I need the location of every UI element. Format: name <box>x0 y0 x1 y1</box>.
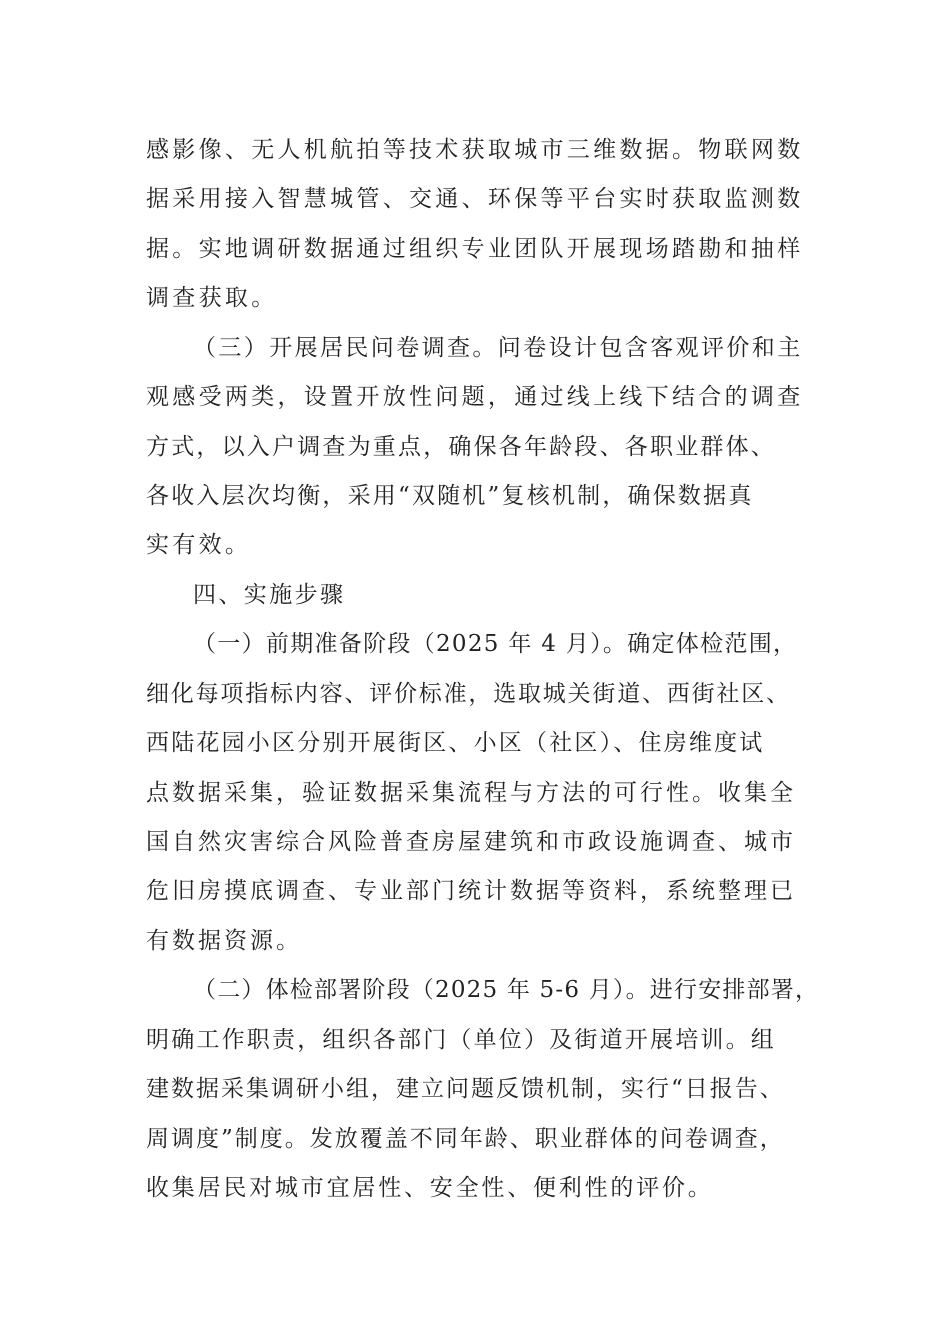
text-line-11: （一）前期准备阶段（2025 年 4 月）。确定体检范围， <box>193 631 798 657</box>
text-line-18: （二）体检部署阶段（2025 年 5-6 月）。进行安排部署， <box>193 977 820 1003</box>
text-line-9: 实有效。 <box>146 532 252 558</box>
text-line-3: 据。实地调研数据通过组织专业团队开展现场踏勘和抽样 <box>146 236 804 262</box>
text-line-2: 据采用接入智慧城管、交通、环保等平台实时获取监测数 <box>146 186 804 212</box>
text-line-5: （三）开展居民问卷调查。问卷设计包含客观评价和主 <box>193 335 803 361</box>
text-line-16: 危旧房摸底调查、专业部门统计数据等资料，系统整理已 <box>146 878 796 904</box>
text-line-19: 明确工作职责，组织各部门（单位）及街道开展培训。组 <box>146 1027 776 1053</box>
section-heading: 四、实施步骤 <box>193 582 346 608</box>
text-line-21: 周调度”制度。发放覆盖不同年龄、职业群体的问卷调查， <box>146 1126 785 1152</box>
text-line-20: 建数据采集调研小组，建立问题反馈机制，实行“日报告、 <box>146 1076 785 1102</box>
text-line-14: 点数据采集，验证数据采集流程与方法的可行性。收集全 <box>146 780 796 806</box>
text-line-7: 方式，以入户调查为重点，确保各年龄段、各职业群体、 <box>146 434 776 460</box>
text-line-4: 调查获取。 <box>146 285 278 311</box>
text-line-6: 观感受两类，设置开放性问题，通过线上线下结合的调查 <box>146 384 804 410</box>
text-line-13: 西陆花园小区分别开展街区、小区（社区）、住房维度试 <box>146 730 765 756</box>
text-line-1: 感影像、无人机航拍等技术获取城市三维数据。物联网数 <box>146 137 804 163</box>
text-line-12: 细化每项指标内容、评价标准，选取城关街道、西街社区、 <box>146 681 791 707</box>
text-line-17: 有数据资源。 <box>146 928 302 954</box>
text-line-15: 国自然灾害综合风险普查房屋建筑和市政设施调查、城市 <box>146 829 796 855</box>
text-line-22: 收集居民对城市宜居性、安全性、便利性的评价。 <box>146 1175 714 1201</box>
text-line-8: 各收入层次均衡，采用“双随机”复核机制，确保数据真 <box>146 483 754 509</box>
